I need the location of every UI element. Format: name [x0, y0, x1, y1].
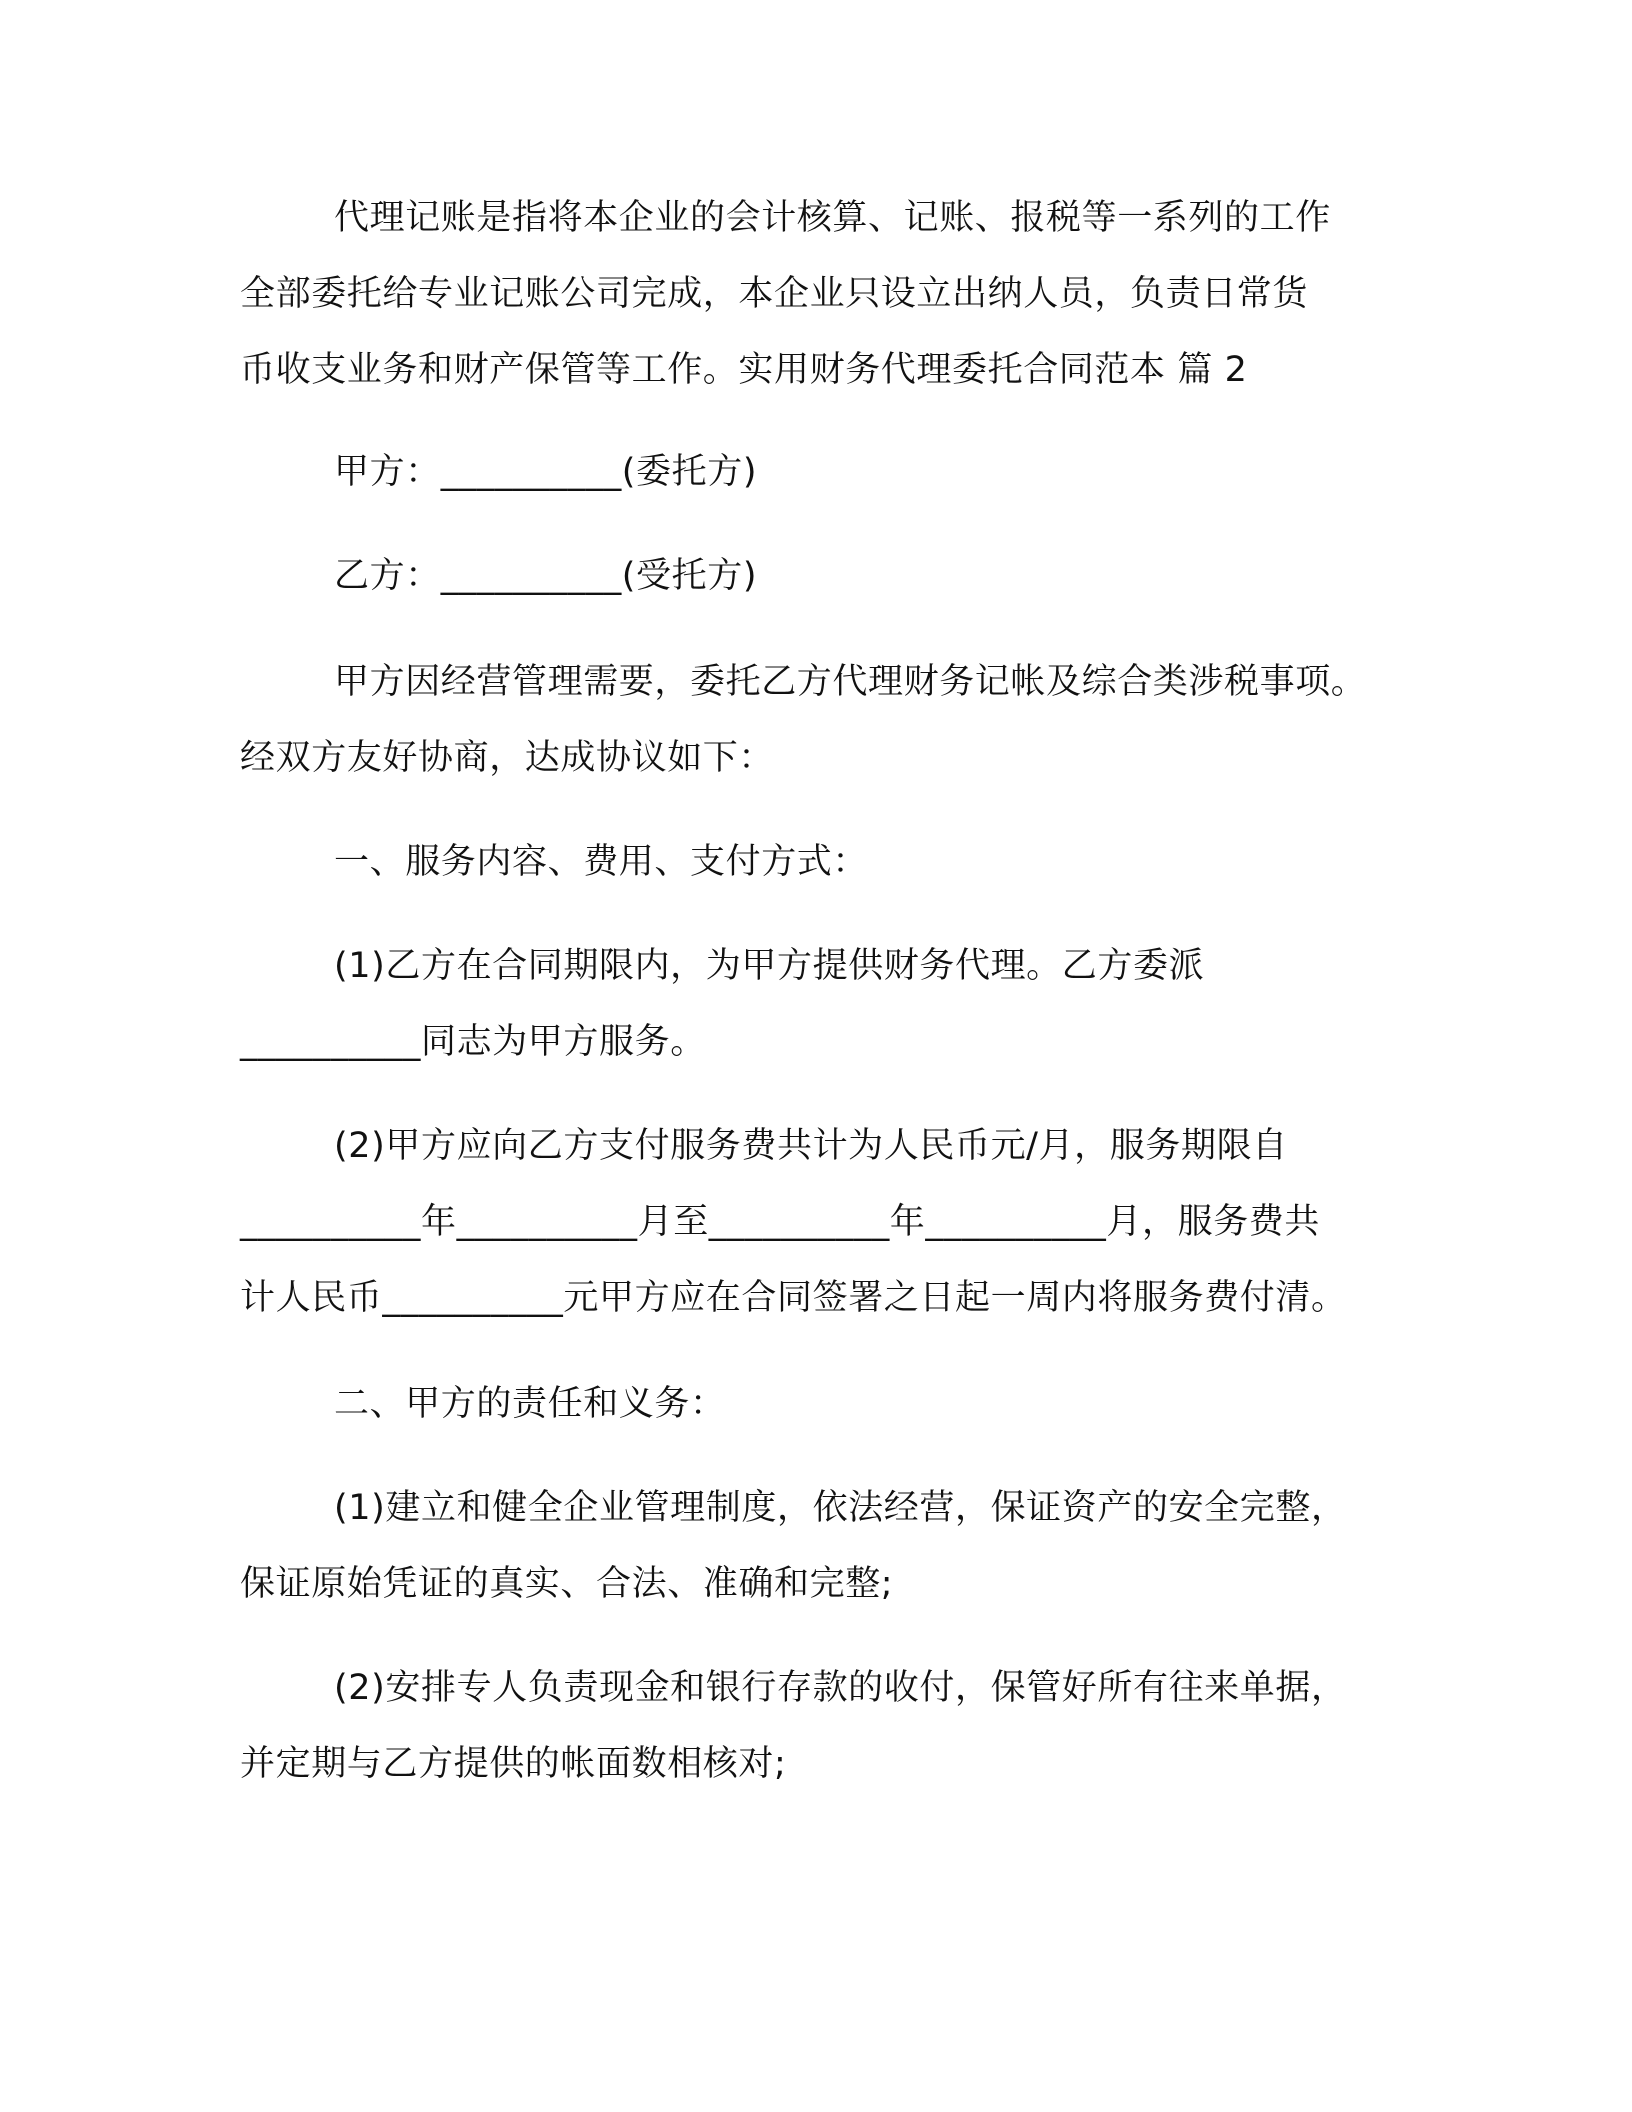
party-a-line: 甲方：__________(委托方): [334, 452, 758, 492]
clause-line: 保证原始凭证的真实、合法、准确和完整;: [240, 1564, 894, 1604]
clause-line: __________年__________月至__________年__________月，服务费共: [240, 1202, 1321, 1242]
section-heading: 二、甲方的责任和义务：: [334, 1384, 726, 1424]
clause-line: 计人民币__________元甲方应在合同签署之日起一周内将服务费付清。: [240, 1278, 1347, 1318]
clause-line: 并定期与乙方提供的帐面数相核对;: [240, 1744, 787, 1784]
clause-line: (1)建立和健全企业管理制度，依法经营，保证资产的安全完整，: [334, 1488, 1347, 1528]
clause-line: (2)甲方应向乙方支付服务费共计为人民币元/月，服务期限自: [334, 1126, 1288, 1166]
paragraph-line: 代理记账是指将本企业的会计核算、记账、报税等一系列的工作: [334, 198, 1331, 238]
paragraph-line: 甲方因经营管理需要，委托乙方代理财务记帐及综合类涉税事项。: [334, 662, 1367, 702]
paragraph-line: 经双方友好协商，达成协议如下：: [240, 738, 775, 778]
clause-line: __________同志为甲方服务。: [240, 1022, 706, 1062]
paragraph-line: 币收支业务和财产保管等工作。实用财务代理委托合同范本 篇 2: [240, 350, 1248, 390]
section-heading: 一、服务内容、费用、支付方式：: [334, 842, 869, 882]
paragraph-line: 全部委托给专业记账公司完成，本企业只设立出纳人员，负责日常货: [240, 274, 1309, 314]
party-b-line: 乙方：__________(受托方): [334, 556, 758, 596]
clause-line: (2)安排专人负责现金和银行存款的收付，保管好所有往来单据，: [334, 1668, 1347, 1708]
clause-line: (1)乙方在合同期限内，为甲方提供财务代理。乙方委派: [334, 946, 1205, 986]
